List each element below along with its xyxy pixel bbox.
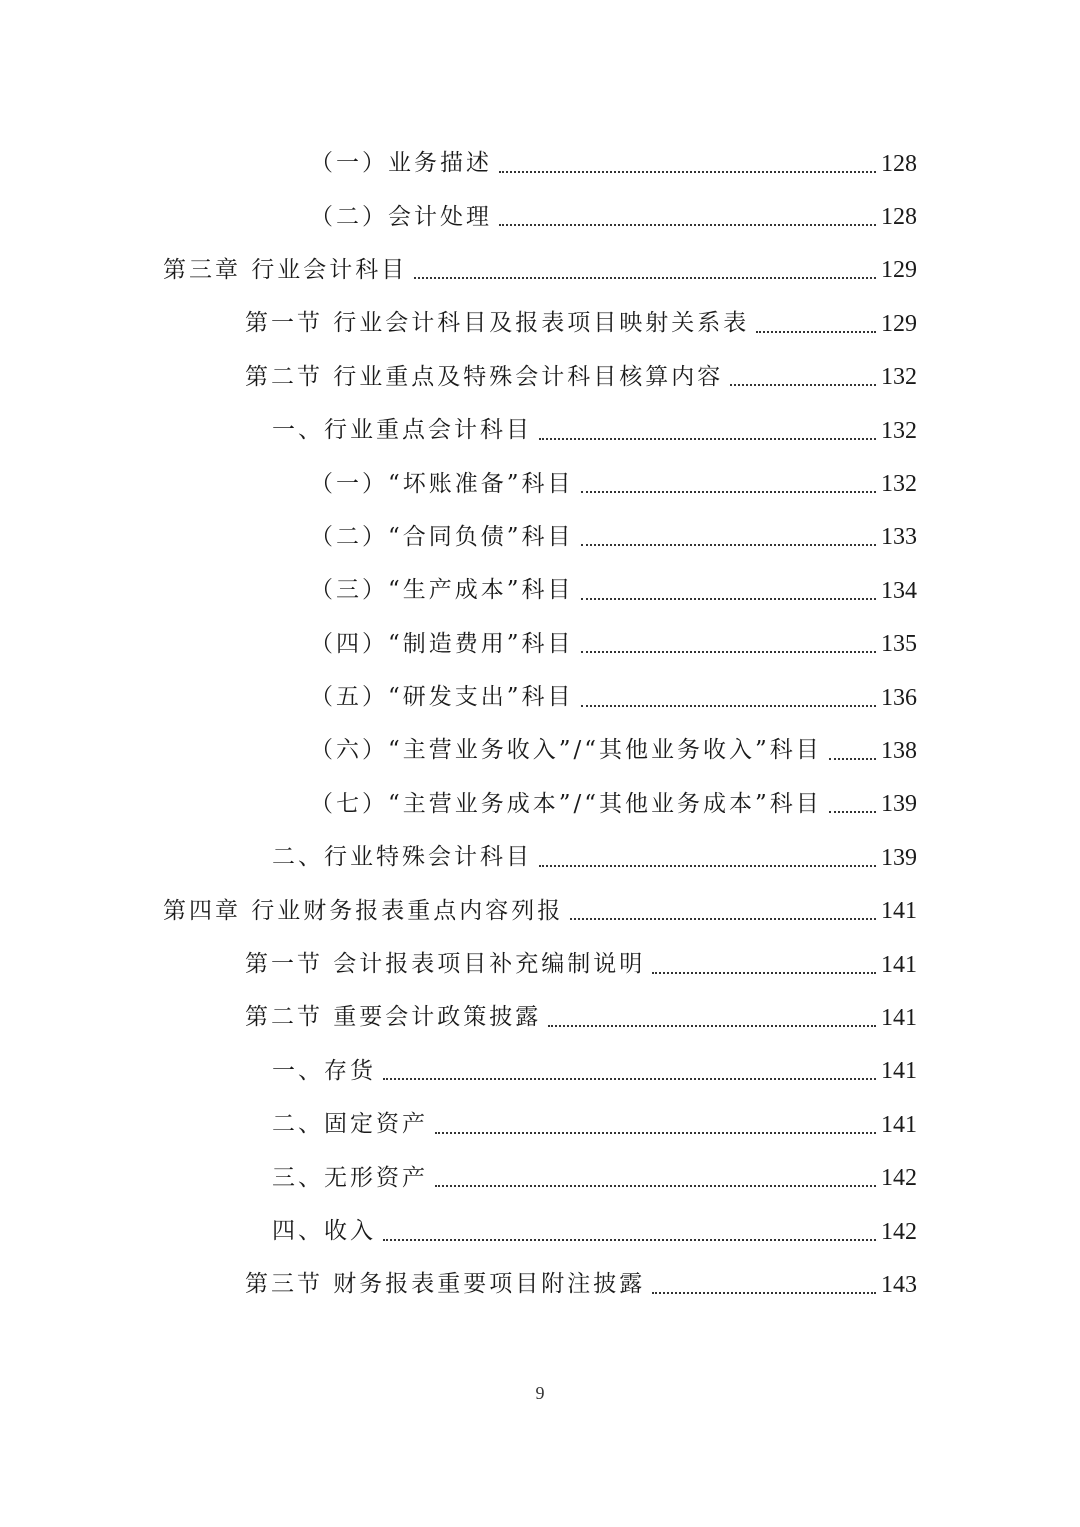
dot-leader xyxy=(829,758,876,760)
toc-page-number: 132 xyxy=(881,417,917,444)
toc-entry[interactable] xyxy=(0,1098,1080,1151)
toc-page-number: 141 xyxy=(881,898,917,925)
toc-entry-title: 二、固定资产 xyxy=(272,1111,428,1138)
toc-page-number: 141 xyxy=(881,1004,917,1031)
dot-leader xyxy=(829,811,876,813)
toc-entry-title: 第三节 财务报表重要项目附注披露 xyxy=(245,1271,646,1298)
dot-leader xyxy=(581,491,876,493)
toc-entry-title: 第二节 行业重点及特殊会计科目核算内容 xyxy=(245,363,724,390)
dot-leader xyxy=(383,1239,876,1241)
toc-entry[interactable] xyxy=(0,457,1080,510)
dot-leader xyxy=(539,438,876,440)
toc-page-number: 135 xyxy=(881,631,917,658)
toc-entry-title: （二）“合同负债”科目 xyxy=(310,523,574,550)
toc-page-number: 132 xyxy=(881,364,917,391)
toc-page-number: 139 xyxy=(881,844,917,871)
dot-leader xyxy=(435,1132,876,1134)
toc-page-number: 142 xyxy=(881,1165,917,1192)
toc-entry-section[interactable] xyxy=(0,991,1080,1044)
toc-entry[interactable] xyxy=(0,564,1080,617)
toc-entry-title: （三）“生产成本”科目 xyxy=(310,577,574,604)
toc-entry[interactable] xyxy=(0,1045,1080,1098)
toc-entry[interactable] xyxy=(0,778,1080,831)
toc-entry[interactable] xyxy=(0,137,1080,190)
toc-entry-chapter[interactable] xyxy=(0,244,1080,297)
toc-entry[interactable] xyxy=(0,671,1080,724)
toc-page-number: 129 xyxy=(881,310,917,337)
toc-page-number: 133 xyxy=(881,524,917,551)
toc-entry[interactable] xyxy=(0,190,1080,243)
toc-page-number: 139 xyxy=(881,791,917,818)
toc-entry-title: 四、收入 xyxy=(272,1218,376,1244)
toc-page-number: 132 xyxy=(881,471,917,498)
dot-leader xyxy=(570,918,876,920)
dot-leader xyxy=(499,171,876,173)
toc-entry-title: 一、存货 xyxy=(272,1057,376,1084)
dot-leader xyxy=(539,865,876,867)
toc-page-number: 138 xyxy=(881,737,917,764)
toc-entry-section[interactable] xyxy=(0,1258,1080,1311)
toc-entry-section[interactable] xyxy=(0,938,1080,991)
toc-entry[interactable] xyxy=(0,1205,1080,1258)
toc-entry-title: 第四章 行业财务报表重点内容列报 xyxy=(163,897,564,924)
toc-entry-title: （一）业务描述 xyxy=(310,150,492,177)
dot-leader xyxy=(581,544,876,546)
page-number: 9 xyxy=(535,1383,545,1403)
dot-leader xyxy=(435,1185,876,1187)
dot-leader xyxy=(414,277,876,279)
toc-page-number: 141 xyxy=(881,1111,917,1138)
toc-page-number: 129 xyxy=(881,257,917,284)
toc-entry-title: 二、行业特殊会计科目 xyxy=(272,844,532,871)
toc-entry[interactable] xyxy=(0,404,1080,457)
toc-entry-title: 第三章 行业会计科目 xyxy=(163,256,408,283)
toc-entry[interactable] xyxy=(0,831,1080,884)
toc-entry[interactable] xyxy=(0,618,1080,671)
toc-entry-title: 第一节 会计报表项目补充编制说明 xyxy=(245,951,646,978)
toc-entry-section[interactable] xyxy=(0,297,1080,350)
toc-entry-title: 第二节 重要会计政策披露 xyxy=(245,1004,542,1031)
toc-page-number: 141 xyxy=(881,1058,917,1085)
toc-page-number: 141 xyxy=(881,951,917,978)
toc-entry-title: （四）“制造费用”科目 xyxy=(310,630,574,657)
dot-leader xyxy=(499,224,876,226)
toc-entry[interactable] xyxy=(0,511,1080,564)
toc-entry-title: （二）会计处理 xyxy=(310,203,492,230)
toc-page-number: 142 xyxy=(881,1218,917,1245)
dot-leader xyxy=(730,384,876,386)
dot-leader xyxy=(581,705,876,707)
toc-entry-section[interactable] xyxy=(0,351,1080,404)
toc-entry-title: （六）“主营业务收入”/“其他业务收入”科目 xyxy=(310,737,822,764)
dot-leader xyxy=(652,1292,876,1294)
dot-leader xyxy=(383,1078,876,1080)
dot-leader xyxy=(581,651,876,653)
toc-entry-title: 三、无形资产 xyxy=(272,1164,428,1191)
toc-page-number: 128 xyxy=(881,204,917,231)
table-of-contents xyxy=(0,137,1080,1312)
toc-entry-title: （七）“主营业务成本”/“其他业务成本”科目 xyxy=(310,790,822,817)
dot-leader xyxy=(756,331,876,333)
toc-page-number: 128 xyxy=(881,150,917,177)
toc-page-number: 136 xyxy=(881,684,917,711)
toc-entry-chapter[interactable] xyxy=(0,884,1080,937)
toc-entry[interactable] xyxy=(0,724,1080,777)
toc-entry-title: 一、行业重点会计科目 xyxy=(272,417,532,444)
toc-entry-title: （五）“研发支出”科目 xyxy=(310,684,574,711)
dot-leader xyxy=(652,972,876,974)
toc-page-number: 143 xyxy=(881,1271,917,1298)
dot-leader xyxy=(581,598,876,600)
dot-leader xyxy=(548,1025,876,1027)
toc-entry-title: （一）“坏账准备”科目 xyxy=(310,470,574,497)
toc-entry[interactable] xyxy=(0,1151,1080,1204)
toc-page-number: 134 xyxy=(881,577,917,604)
toc-entry-title: 第一节 行业会计科目及报表项目映射关系表 xyxy=(245,310,750,337)
